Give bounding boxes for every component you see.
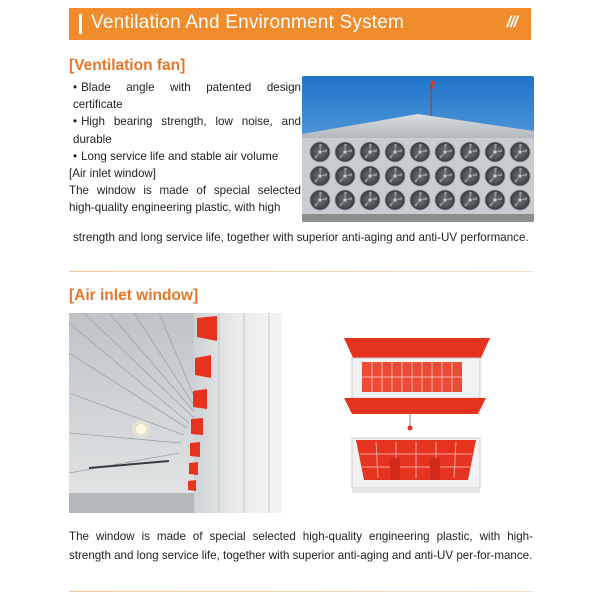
section-divider (69, 271, 533, 272)
fan-bullet-1: • Blade angle with patented design certificate (69, 79, 301, 113)
ventilation-fans-photo (302, 76, 534, 222)
page-title: Ventilation And Environment System (91, 12, 405, 33)
bottom-divider (69, 591, 533, 592)
barn-interior-photo (69, 313, 282, 513)
header-accent-stripe (79, 14, 82, 34)
fan-description (69, 79, 301, 217)
section-header-banner (69, 8, 531, 40)
fan-section-title: [Ventilation fan] (69, 57, 186, 74)
inlet-subheading: [Air inlet window] (69, 167, 156, 181)
header-decoration: /// (506, 14, 517, 31)
air-inlet-window-photo (330, 330, 500, 510)
window-description: The window is made of special selected high-quality engineering plastic, with high-strength and long service life, together with superior anti-aging and anti-UV per-for-mance. (69, 530, 533, 562)
fan-paragraph-continuation: strength and long service life, together with superior anti-aging and anti-UV performance. (73, 231, 529, 244)
fan-bullet-2: • High bearing strength, low noise, and durable (69, 113, 301, 147)
fan-paragraph-start: The window is made of special selected high-quality engineering plastic, with high (69, 184, 301, 215)
window-section-title: [Air inlet window] (69, 287, 199, 304)
fan-bullet-3: • Long service life and stable air volume (69, 148, 301, 165)
